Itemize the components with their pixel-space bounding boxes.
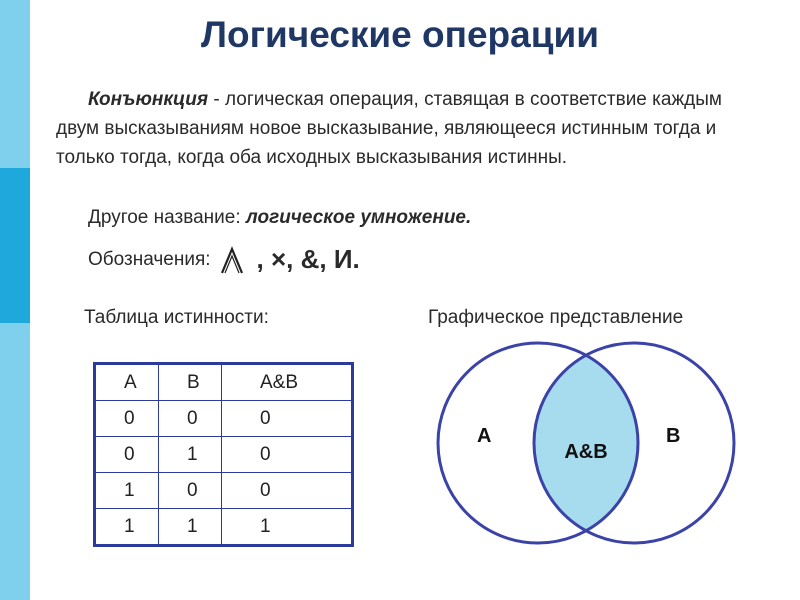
page-title: Логические операции (201, 14, 599, 55)
sidebar-stripe (0, 0, 30, 600)
table-cell: 1 (159, 437, 222, 473)
table-row (95, 473, 353, 509)
table-cell: 0 (159, 401, 222, 437)
table-cell: 1 (95, 473, 159, 509)
table-row (95, 401, 353, 437)
sidebar-stripe-bottom (0, 323, 30, 600)
table-cell: 0 (222, 401, 353, 437)
truth-table-caption: Таблица истинности: (84, 307, 269, 328)
table-cell: 1 (159, 509, 222, 546)
table-row (95, 509, 353, 546)
definition-paragraph (56, 85, 746, 172)
definition-term: Конъюнкция (88, 89, 209, 110)
table-cell: 0 (222, 437, 353, 473)
notation-symbols: , ×, &, И. (256, 244, 360, 274)
table-cell: 1 (95, 509, 159, 546)
venn-label-b: B (666, 425, 681, 447)
venn-label-intersection: A&B (564, 441, 608, 463)
sidebar-stripe-highlight (0, 168, 30, 323)
table-cell: 1 (222, 509, 353, 546)
venn-caption: Графическое представление (428, 307, 684, 328)
table-header-cell: B (159, 364, 222, 401)
alt-name-line (88, 207, 471, 229)
table-cell: 0 (222, 473, 353, 509)
alt-name-value: логическое умножение. (245, 207, 472, 228)
table-row (95, 437, 353, 473)
notation-label: Обозначения: (88, 248, 211, 270)
alt-name-label: Другое название: (88, 207, 246, 228)
table-header-cell: A (95, 364, 159, 401)
venn-diagram (430, 338, 750, 552)
wedge-symbol-icon (219, 246, 245, 274)
table-header-row (95, 364, 353, 401)
notation-line (88, 244, 360, 275)
venn-label-a: A (477, 425, 492, 447)
table-cell: 0 (95, 401, 159, 437)
table-cell: 0 (159, 473, 222, 509)
table-cell: 0 (95, 437, 159, 473)
truth-table (93, 362, 354, 547)
table-header-cell: A&B (222, 364, 353, 401)
definition-text: - логическая операция, ставящая в соответствие каждым двум высказываниям новое высказывание, являющееся истинным тогда и только тогда, когда оба исходных высказывания истинны. (56, 89, 722, 168)
